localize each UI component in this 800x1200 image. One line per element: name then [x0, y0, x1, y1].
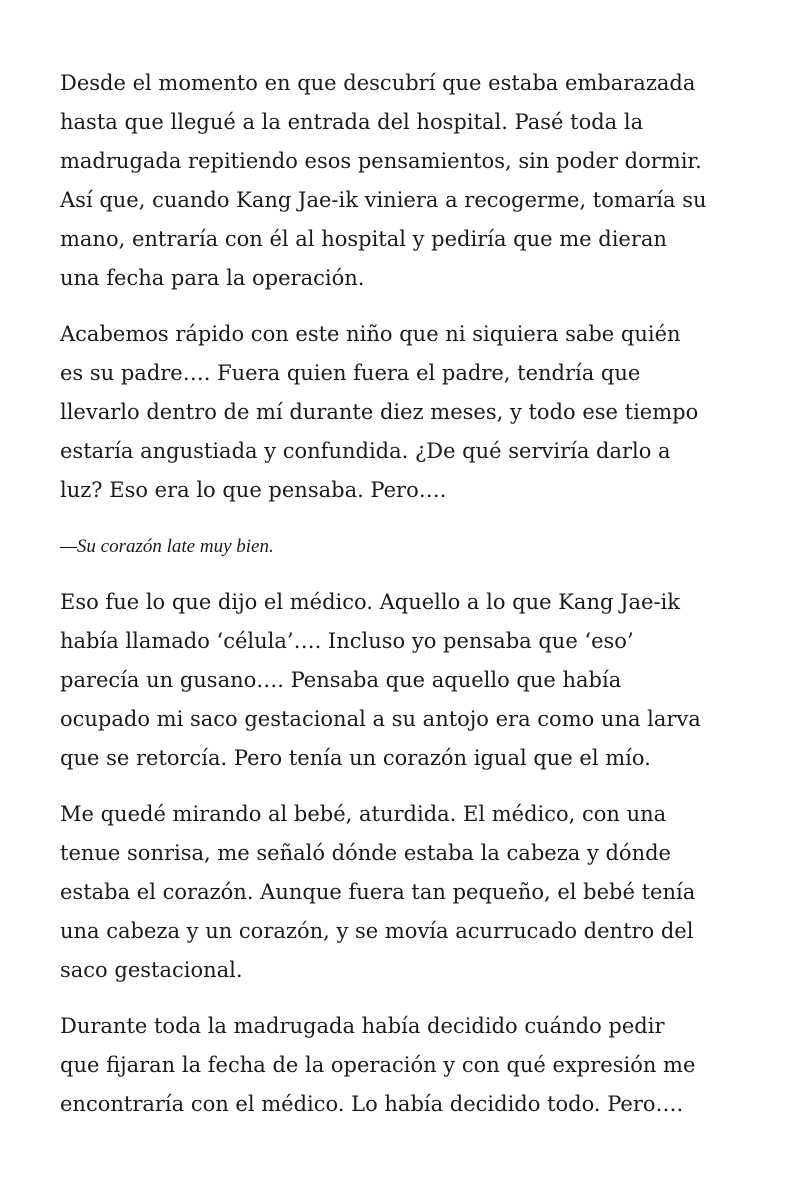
text-line: es su padre…. Fuera quien fuera el padre, tendría que	[60, 361, 641, 385]
text-line: estaría angustiada y confundida. ¿De qué serviría darlo a	[60, 439, 671, 463]
text-line: madrugada repitiendo esos pensamientos, sin poder dormir.	[60, 149, 702, 173]
text-line: Acabemos rápido con este niño que ni siquiera sabe quién	[60, 322, 681, 346]
text-line: mano, entraría con él al hospital y pediría que me dieran	[60, 227, 667, 251]
paragraph-1	[60, 64, 750, 298]
text-line: hasta que llegué a la entrada del hospital. Pasé toda la	[60, 110, 644, 134]
text-line: ocupado mi saco gestacional a su antojo era como una larva	[60, 707, 701, 731]
text-line: había llamado ‘célula’…. Incluso yo pensaba que ‘eso’	[60, 629, 634, 653]
dialogue-line: —Su corazón late muy bien.	[60, 536, 274, 557]
text-line: Durante toda la madrugada había decidido cuándo pedir	[60, 1014, 665, 1038]
text-line: saco gestacional.	[60, 958, 243, 982]
paragraph-3	[60, 583, 750, 778]
text-line: llevarlo dentro de mí durante diez meses, y todo ese tiempo	[60, 400, 699, 424]
paragraph-2	[60, 315, 750, 510]
text-line: una cabeza y un corazón, y se movía acurrucado dentro del	[60, 919, 694, 943]
paragraph-4	[60, 795, 750, 990]
text-line: encontraría con el médico. Lo había decidido todo. Pero….	[60, 1092, 684, 1116]
text-line: estaba el corazón. Aunque fuera tan pequeño, el bebé tenía	[60, 880, 696, 904]
text-line: que se retorcía. Pero tenía un corazón igual que el mío.	[60, 746, 651, 770]
document-page	[60, 64, 750, 1141]
text-line: tenue sonrisa, me señaló dónde estaba la cabeza y dónde	[60, 841, 671, 865]
text-line: parecía un gusano…. Pensaba que aquello que había	[60, 668, 622, 692]
text-line: Así que, cuando Kang Jae-ik viniera a recogerme, tomaría su	[60, 188, 707, 212]
text-line: una fecha para la operación.	[60, 266, 365, 290]
text-line: Desde el momento en que descubrí que estaba embarazada	[60, 71, 696, 95]
text-line: Me quedé mirando al bebé, aturdida. El médico, con una	[60, 802, 667, 826]
text-line: Eso fue lo que dijo el médico. Aquello a lo que Kang Jae-ik	[60, 590, 680, 614]
text-line: luz? Eso era lo que pensaba. Pero….	[60, 478, 447, 502]
paragraph-5	[60, 1007, 750, 1124]
text-line: que fijaran la fecha de la operación y con qué expresión me	[60, 1053, 696, 1077]
